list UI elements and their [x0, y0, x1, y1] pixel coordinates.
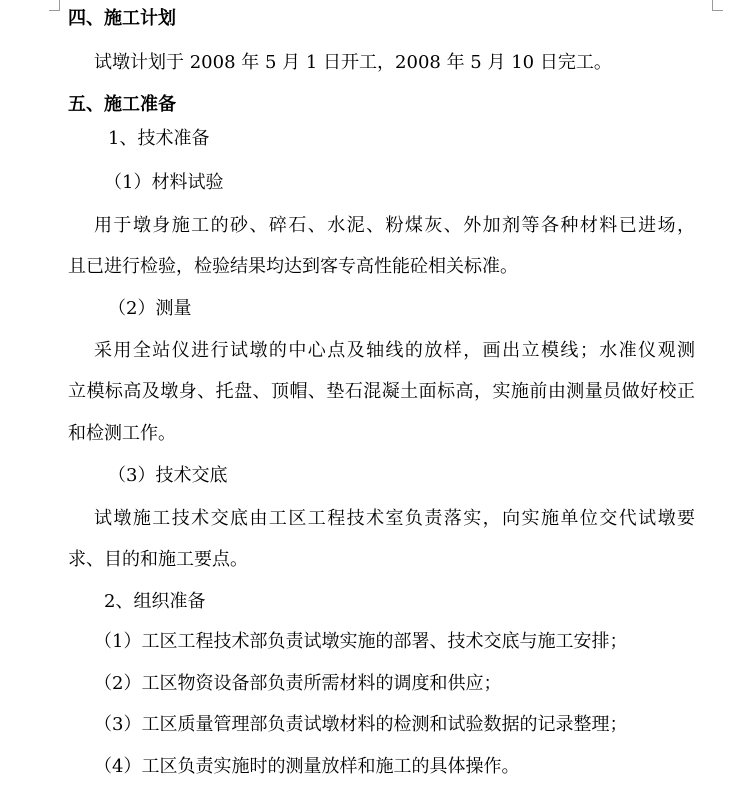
- section-4-text: 试墩计划于 2008 年 5 月 1 日开工，2008 年 5 月 10 日完工。: [94, 52, 612, 73]
- section-5-heading: 五、施工准备: [68, 94, 176, 115]
- org-prep-heading: 2、组织准备: [104, 591, 206, 612]
- handover-paragraph-line-2: 求、目的和施工要点。: [68, 549, 248, 570]
- org-item-2: （2）工区物资设备部负责所需材料的调度和供应；: [94, 673, 502, 694]
- survey-paragraph-line-2: 立模标高及墩身、托盘、顶帽、垫石混凝土面标高，实施前由测量员做好校正: [68, 381, 695, 402]
- material-test-paragraph-line-1: 用于墩身施工的砂、碎石、水泥、粉煤灰、外加剂等各种材料已进场，: [94, 215, 695, 236]
- survey-paragraph-line-1: 采用全站仪进行试墩的中心点及轴线的放样，画出立模线；水准仪观测: [94, 340, 695, 361]
- handover-paragraph-line-1: 试墩施工技术交底由工区工程技术室负责落实，向实施单位交代试墩要: [94, 508, 695, 529]
- material-test-heading: （1）材料试验: [104, 172, 224, 193]
- handover-heading: （3）技术交底: [108, 465, 228, 486]
- org-item-3: （3）工区质量管理部负责试墩材料的检测和试验数据的记录整理；: [94, 714, 628, 735]
- org-item-1: （1）工区工程技术部负责试墩实施的部署、技术交底与施工安排；: [94, 631, 628, 652]
- tech-prep-heading: 1、技术准备: [108, 128, 210, 149]
- margin-corner-mark-right: [712, 0, 723, 11]
- material-test-paragraph-line-2: 且已进行检验，检验结果均达到客专高性能砼相关标准。: [68, 256, 518, 277]
- section-4-heading: 四、施工计划: [68, 8, 176, 29]
- survey-heading: （2）测量: [108, 298, 192, 319]
- survey-paragraph-line-3: 和检测工作。: [68, 423, 176, 444]
- margin-corner-mark-left: [49, 0, 60, 11]
- org-item-4: （4）工区负责实施时的测量放样和施工的具体操作。: [94, 756, 520, 777]
